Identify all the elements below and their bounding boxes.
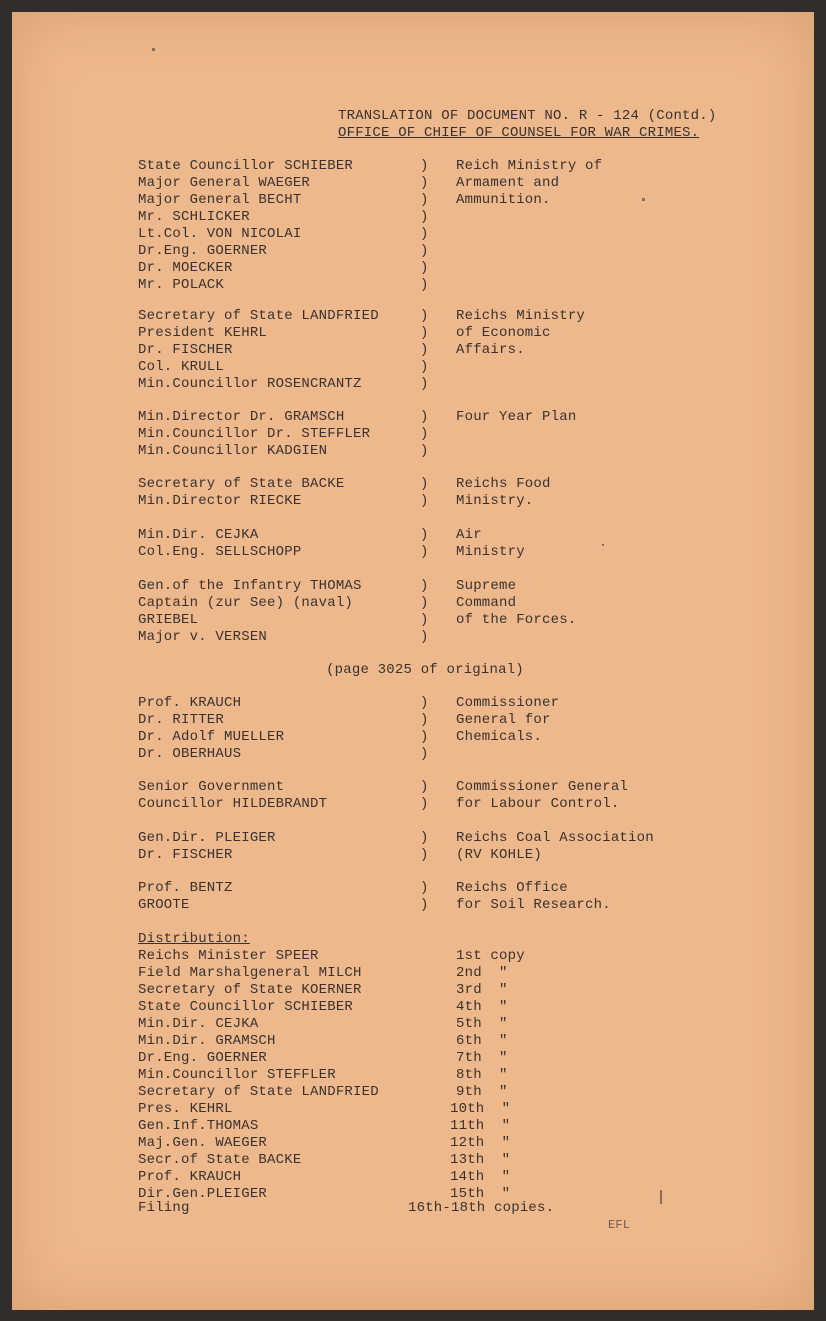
- footer-initials: EFL: [608, 1218, 631, 1232]
- distribution-recipient: State Councillor SCHIEBER: [138, 999, 354, 1015]
- distribution-copy: 2nd ": [456, 965, 508, 981]
- distribution-filing-label: Filing: [138, 1200, 190, 1216]
- group-org: Chemicals.: [456, 729, 543, 745]
- group-name: Prof. BENTZ: [138, 880, 233, 896]
- group-org: Command: [456, 595, 517, 611]
- group-name: Min.Councillor KADGIEN: [138, 443, 328, 459]
- bracket-column: ) ): [420, 830, 429, 863]
- group-name: Col. KRULL: [138, 359, 225, 375]
- distribution-recipient: Reichs Minister SPEER: [138, 948, 319, 964]
- distribution-copy: 8th ": [456, 1067, 508, 1083]
- distribution-copy: 5th ": [456, 1016, 508, 1032]
- group-org: Supreme: [456, 578, 517, 594]
- group-name: Gen.Dir. PLEIGER: [138, 830, 276, 846]
- speck: [152, 48, 155, 51]
- group-name: Dr. Adolf MUELLER: [138, 729, 285, 745]
- group-name: Lt.Col. VON NICOLAI: [138, 226, 302, 242]
- group-org: General for: [456, 712, 551, 728]
- group-org: for Labour Control.: [456, 796, 620, 812]
- group-name: Major General BECHT: [138, 192, 302, 208]
- distribution-copy: 12th ": [450, 1135, 511, 1151]
- group-name: Dr. FISCHER: [138, 847, 233, 863]
- group-org: Commissioner: [456, 695, 560, 711]
- group-name: GROOTE: [138, 897, 190, 913]
- distribution-copy: 1st copy: [456, 948, 525, 964]
- group-name: Senior Government: [138, 779, 285, 795]
- distribution-recipient: Dr.Eng. GOERNER: [138, 1050, 268, 1066]
- group-org: Ministry.: [456, 493, 534, 509]
- group-name: Dr. RITTER: [138, 712, 225, 728]
- distribution-recipient: Secretary of State LANDFRIED: [138, 1084, 379, 1100]
- distribution-copy: 9th ": [456, 1084, 508, 1100]
- group-name: Major General WAEGER: [138, 175, 311, 191]
- group-org: Reich Ministry of: [456, 158, 603, 174]
- distribution-copy: 7th ": [456, 1050, 508, 1066]
- bracket-column: ) ): [420, 527, 429, 560]
- group-name: Councillor HILDEBRANDT: [138, 796, 328, 812]
- group-name: Secretary of State LANDFRIED: [138, 308, 379, 324]
- group-org: Ammunition.: [456, 192, 551, 208]
- distribution-recipient: Secretary of State KOERNER: [138, 982, 362, 998]
- document-page: [12, 12, 814, 1310]
- group-name: Col.Eng. SELLSCHOPP: [138, 544, 302, 560]
- group-org: Affairs.: [456, 342, 525, 358]
- distribution-recipient: Pres. KEHRL: [138, 1101, 233, 1117]
- distribution-recipient: Maj.Gen. WAEGER: [138, 1135, 268, 1151]
- distribution-copy: 6th ": [456, 1033, 508, 1049]
- group-org: Reichs Food: [456, 476, 551, 492]
- header-translation-line: TRANSLATION OF DOCUMENT NO. R - 124 (Contd.): [338, 108, 717, 124]
- group-name: Dr. FISCHER: [138, 342, 233, 358]
- distribution-recipient: Prof. KRAUCH: [138, 1169, 242, 1185]
- bracket-column: ) ): [420, 779, 429, 812]
- bracket-column: ) ) ) ): [420, 578, 429, 645]
- group-org: Reichs Coal Association: [456, 830, 654, 846]
- distribution-copy: 15th ": [450, 1186, 511, 1202]
- group-name: Secretary of State BACKE: [138, 476, 345, 492]
- distribution-recipient: Gen.Inf.THOMAS: [138, 1118, 259, 1134]
- group-name: President KEHRL: [138, 325, 268, 341]
- group-org: (RV KOHLE): [456, 847, 543, 863]
- group-name: Min.Director Dr. GRAMSCH: [138, 409, 345, 425]
- group-name: Min.Councillor Dr. STEFFLER: [138, 426, 371, 442]
- group-name: Dr. MOECKER: [138, 260, 233, 276]
- speck: [660, 1190, 662, 1204]
- distribution-recipient: Min.Councillor STEFFLER: [138, 1067, 336, 1083]
- group-name: Prof. KRAUCH: [138, 695, 242, 711]
- group-name: Mr. POLACK: [138, 277, 225, 293]
- bracket-column: ) ) ) ): [420, 695, 429, 762]
- group-org: Armament and: [456, 175, 560, 191]
- distribution-copy: 14th ": [450, 1169, 511, 1185]
- distribution-recipient: Min.Dir. CEJKA: [138, 1016, 259, 1032]
- group-name: Major v. VERSEN: [138, 629, 268, 645]
- bracket-column: ) ): [420, 880, 429, 913]
- group-name: GRIEBEL: [138, 612, 199, 628]
- group-org: Reichs Ministry: [456, 308, 586, 324]
- group-org: of the Forces.: [456, 612, 577, 628]
- group-name: Dr.Eng. GOERNER: [138, 243, 268, 259]
- group-org: for Soil Research.: [456, 897, 611, 913]
- group-org: Ministry: [456, 544, 525, 560]
- distribution-copy: 13th ": [450, 1152, 511, 1168]
- distribution-title: Distribution:: [138, 931, 250, 947]
- distribution-recipient: Dir.Gen.PLEIGER: [138, 1186, 268, 1202]
- bracket-column: ) ): [420, 476, 429, 509]
- group-org: Commissioner General: [456, 779, 629, 795]
- group-name: State Councillor SCHIEBER: [138, 158, 354, 174]
- group-name: Gen.of the Infantry THOMAS: [138, 578, 362, 594]
- distribution-recipient: Field Marshalgeneral MILCH: [138, 965, 362, 981]
- bracket-column: ) ) ) ) ) ) ) ): [420, 158, 429, 293]
- speck: [642, 198, 645, 201]
- group-name: Dr. OBERHAUS: [138, 746, 242, 762]
- distribution-filing-copies: 16th-18th copies.: [408, 1200, 555, 1216]
- page-note: (page 3025 of original): [326, 662, 524, 678]
- distribution-recipient: Min.Dir. GRAMSCH: [138, 1033, 276, 1049]
- bracket-column: ) ) ): [420, 409, 429, 459]
- group-name: Min.Director RIECKE: [138, 493, 302, 509]
- bracket-column: ) ) ) ) ): [420, 308, 429, 392]
- distribution-copy: 4th ": [456, 999, 508, 1015]
- group-name: Captain (zur See) (naval): [138, 595, 354, 611]
- distribution-copy: 11th ": [450, 1118, 511, 1134]
- header-office-line: OFFICE OF CHIEF OF COUNSEL FOR WAR CRIMES.: [338, 125, 700, 141]
- group-name: Mr. SCHLICKER: [138, 209, 250, 225]
- group-name: Min.Councillor ROSENCRANTZ: [138, 376, 362, 392]
- distribution-copy: 3rd ": [456, 982, 508, 998]
- distribution-recipient: Secr.of State BACKE: [138, 1152, 302, 1168]
- group-org: of Economic: [456, 325, 551, 341]
- group-org: Air: [456, 527, 482, 543]
- distribution-copy: 10th ": [450, 1101, 511, 1117]
- group-org: Four Year Plan: [456, 409, 577, 425]
- group-name: Min.Dir. CEJKA: [138, 527, 259, 543]
- group-org: Reichs Office: [456, 880, 568, 896]
- speck: [602, 544, 604, 546]
